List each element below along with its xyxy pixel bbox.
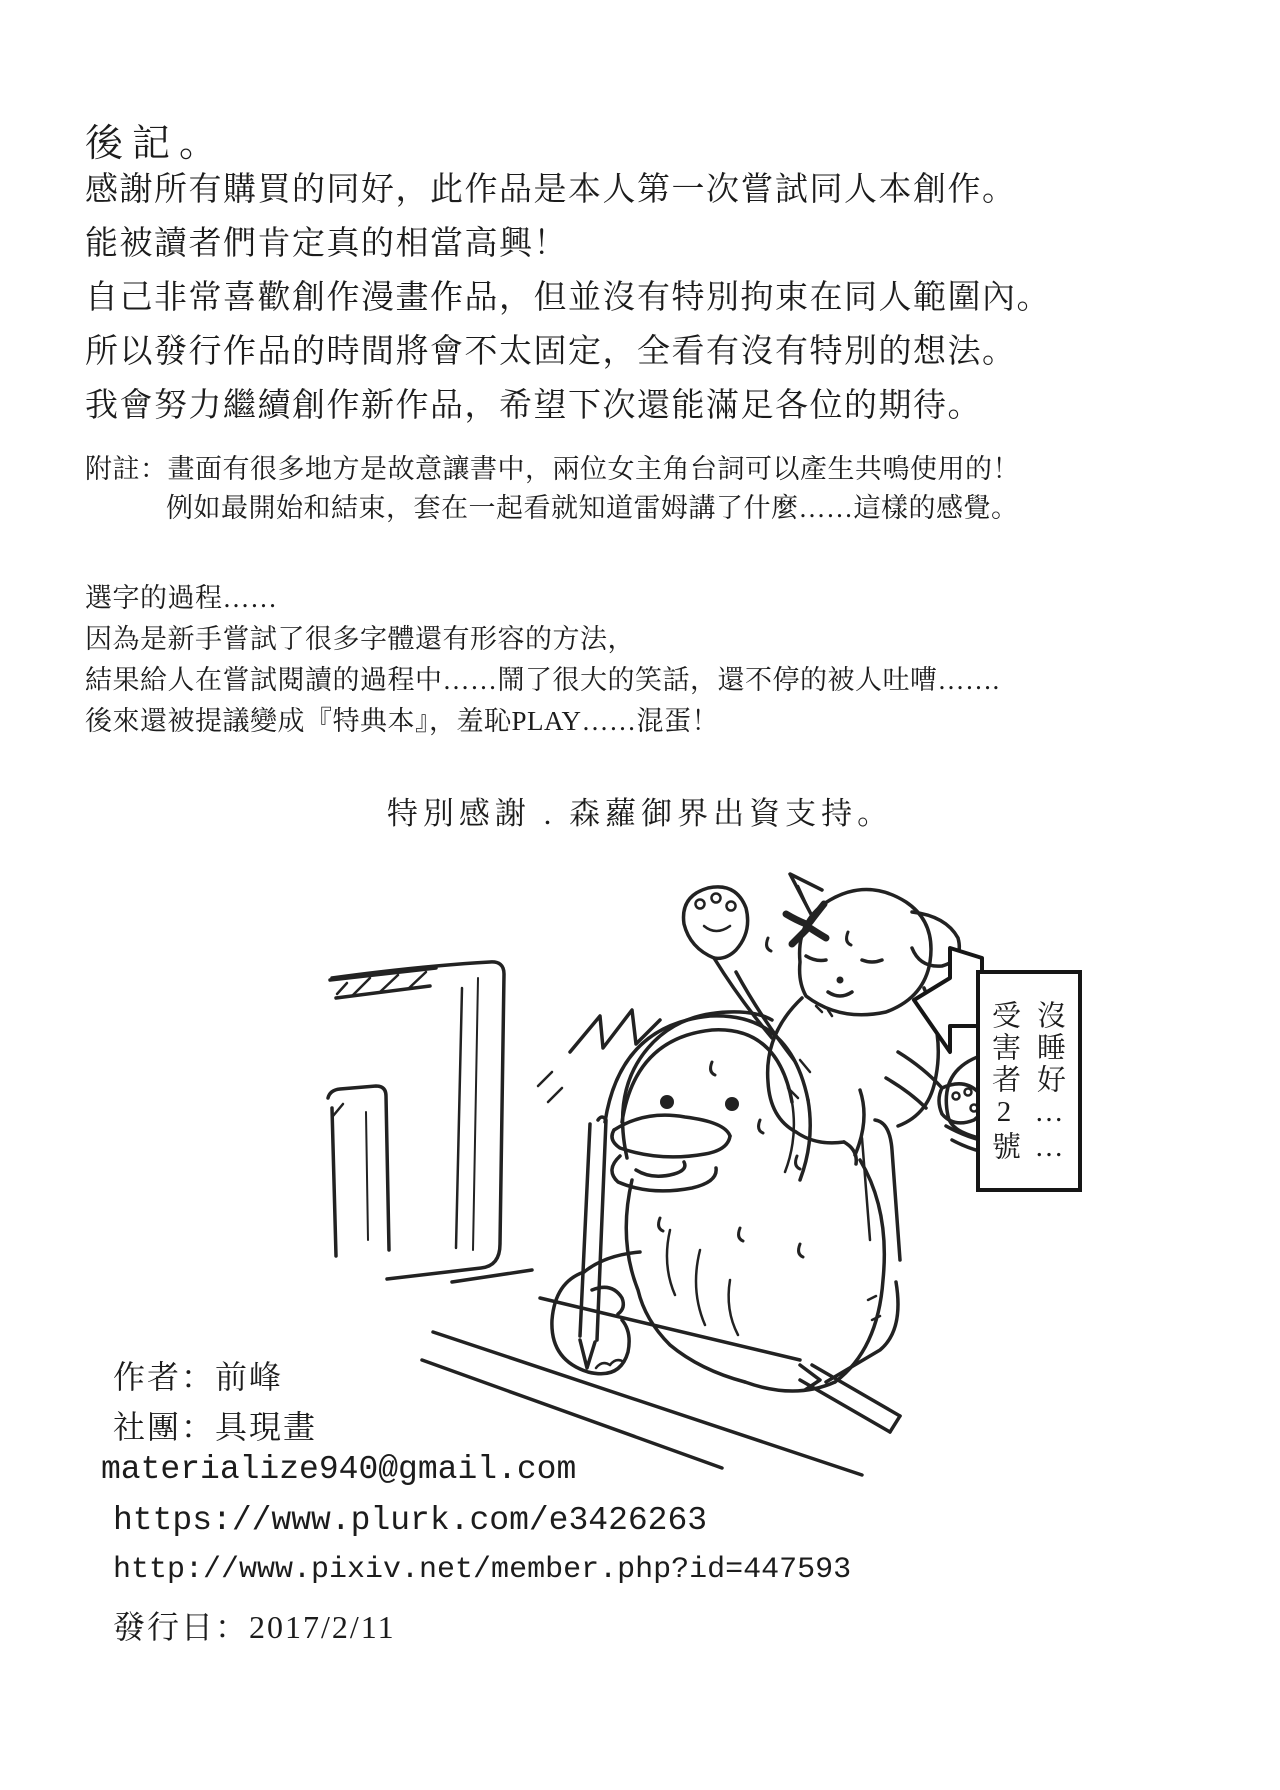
font-story-line: 結果給人在嘗試閱讀的過程中……鬧了很大的笑話，還不停的被人吐嘈……. [85,665,1000,695]
font-story-line: 選字的過程…… [85,583,278,613]
page-title: 後記。 [85,123,227,165]
monitor-group [328,962,504,1279]
font-story-block [85,578,1000,742]
font-story-line: 因為是新手嘗試了很多字體還有形容的方法， [85,624,635,654]
paragraph-line: 自己非常喜歡創作漫畫作品，但並沒有特別拘束在同人範圍內。 [85,280,1051,316]
paragraph-line: 所以發行作品的時間將會不太固定，全看有沒有特別的想法。 [85,334,1017,370]
credit-release-date: 發行日：2017/2/11 [113,1609,396,1645]
credit-plurk-url: https://www.plurk.com/e3426263 [113,1502,708,1539]
credit-author: 作者：前峰 [113,1359,284,1395]
credit-email: materialize940@gmail.com [101,1451,577,1488]
speech-column: 沒睡好…… [1033,1000,1065,1166]
paragraph-line: 能被讀者們肯定真的相當高興！ [85,226,568,262]
anger-mark-icon [786,904,826,944]
speech-box [976,970,1082,1192]
duck-group [538,1010,884,1391]
paragraph-line: 感謝所有購買的同好，此作品是本人第一次嘗試同人本創作。 [85,172,1017,208]
credit-pixiv-url: http://www.pixiv.net/member.php?id=447593 [113,1553,852,1587]
afterword-paragraph [85,163,1051,433]
note-block [85,450,1020,528]
font-story-line: 後來還被提議變成『特典本』，羞恥PLAY……混蛋！ [85,706,720,736]
note-line: 例如最開始和結束，套在一起看就知道雷姆講了什麼……這樣的感覺。 [166,493,1019,523]
note-line: 附註：畫面有很多地方是故意讓書中，兩位女主角台詞可以產生共鳴使用的！ [85,454,1020,484]
credit-circle: 社團：具現畫 [113,1409,318,1445]
paragraph-line: 我會努力繼續創作新作品，希望下次還能滿足各位的期待。 [85,388,982,424]
speech-column: 受害者2號 [988,1000,1020,1163]
special-thanks: 特別感謝 . 森蘿御界出資支持。 [386,796,894,831]
